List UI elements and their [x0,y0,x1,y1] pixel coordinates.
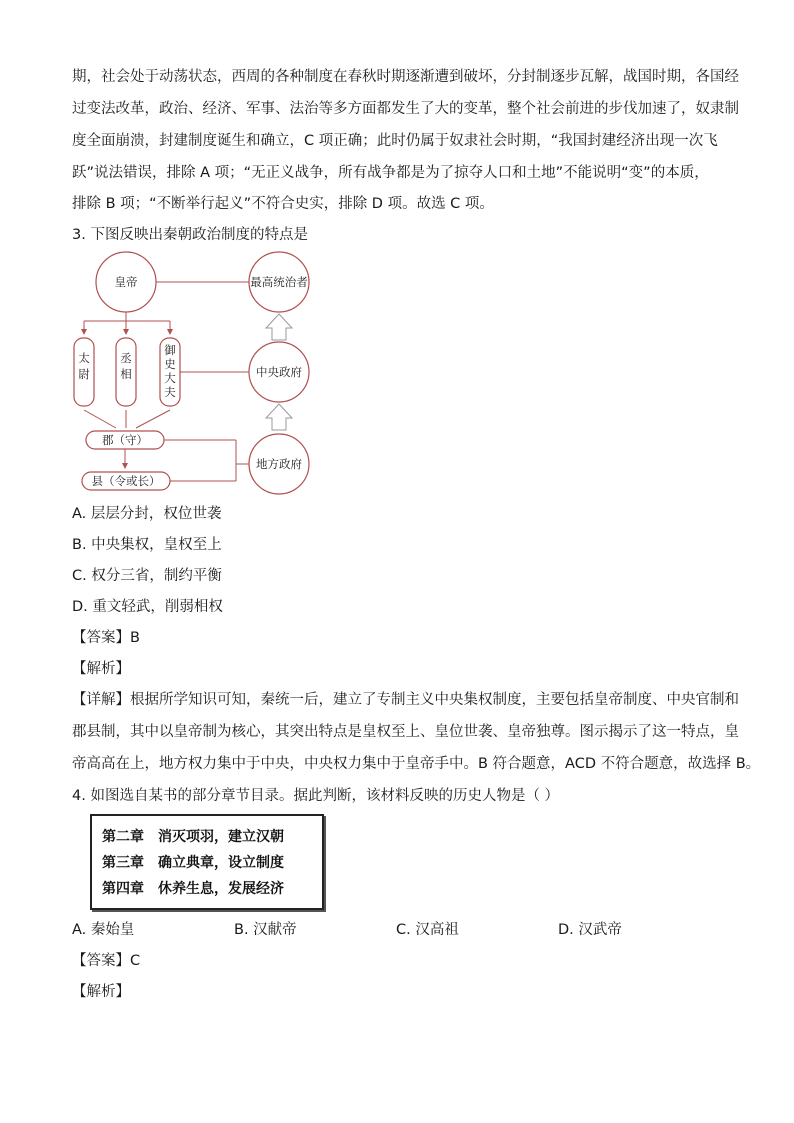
chapter-row: 第三章 确立典章，设立制度 [102,855,284,871]
taiwei-char: 太 [78,351,90,365]
supreme-ruler-label: 最高统治者 [250,275,308,289]
text-line: 度全面崩溃，封建制度诞生和确立，C 项正确；此时仍属于奴隶社会时期，“我国封建经济出现一次飞 [72,133,718,149]
analysis-label: 【解析】 [72,984,130,1000]
yushi-char: 史 [164,357,176,371]
answer-label: 【答案】C [72,953,141,969]
option-b: B. 中央集权，皇权至上 [72,537,222,553]
xian-label: 县（令或长） [91,474,161,488]
text-line: 过变法改革，政治、经济、军事、法治等多方面都发生了大的变革，整个社会前进的步伐加速了，奴隶制 [72,101,739,117]
chapter-contents-box [90,814,324,910]
option-c: C. 权分三省，制约平衡 [72,568,222,584]
detail-line: 郡县制，其中以皇帝制为核心，其突出特点是皇权至上、皇位世袭、皇帝独尊。图示揭示了这一特点，皇 [72,724,739,740]
detail-line: 【详解】根据所学知识可知，秦统一后，建立了专制主义中央集权制度，主要包括皇帝制度、中央官制和 [72,692,739,708]
yushi-char: 大 [164,371,176,385]
yushi-char: 御 [164,343,176,357]
chengxiang-char: 丞 [120,351,132,365]
up-arrow-icon [266,314,292,340]
text-line: 期，社会处于动荡状态，西周的各种制度在春秋时期逐渐遭到破坏，分封制逐步瓦解，战国时期，各国经 [72,69,739,85]
answer-label: 【答案】B [72,630,140,646]
text-line: 跃”说法错误，排除 A 项；“无正义战争，所有战争都是为了掠夺人口和土地”不能说明“变”的本质， [72,165,709,181]
analysis-label: 【解析】 [72,661,130,677]
taiwei-char: 尉 [78,367,90,381]
text-line: 排除 B 项；“不断举行起义”不符合史实，排除 D 项。故选 C 项。 [72,196,494,212]
emperor-label: 皇帝 [114,275,138,289]
question-4-stem: 4. 如图选自某书的部分章节目录。据此判断，该材料反映的历史人物是（ ） [72,788,560,804]
option-c: C. 汉高祖 [396,922,459,938]
detail-line: 帝高高在上，地方权力集中于中央，中央权力集中于皇帝手中。B 符合题意，ACD 不符合题意，故选择 B。 [72,756,761,772]
qin-political-system-diagram [66,248,326,498]
chengxiang-char: 相 [120,367,132,381]
option-d: D. 重文轻武，削弱相权 [72,599,223,615]
chapter-row: 第二章 消灭项羽，建立汉朝 [102,829,284,845]
chapter-row: 第四章 休养生息，发展经济 [102,881,284,897]
option-b: B. 汉献帝 [234,922,297,938]
question-3-stem: 3. 下图反映出秦朝政治制度的特点是 [72,227,308,243]
option-d: D. 汉武帝 [558,922,622,938]
option-a: A. 秦始皇 [72,922,135,938]
yushi-char: 夫 [164,385,176,399]
up-arrow-icon [266,404,292,430]
local-government-label: 地方政府 [256,457,302,471]
central-government-label: 中央政府 [256,365,302,379]
jun-label: 郡（守） [102,433,148,447]
option-a: A. 层层分封，权位世袭 [72,506,222,522]
